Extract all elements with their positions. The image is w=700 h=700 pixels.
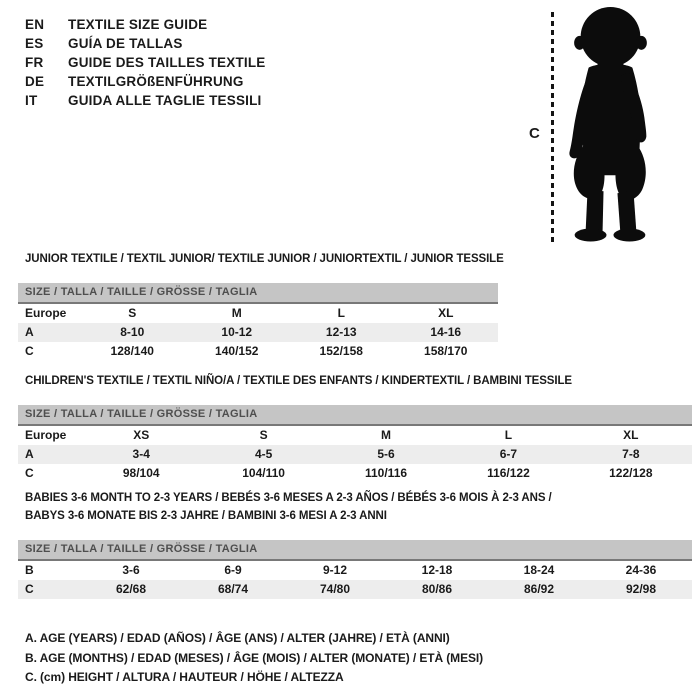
- size-cell: L: [337, 306, 345, 320]
- row-label: C: [25, 466, 34, 480]
- babies-section-title-line1: BABIES 3-6 MONTH TO 2-3 YEARS / BEBÉS 3-6 MESES A 2-3 AÑOS / BÉBÉS 3-6 MOIS À 2-3 ANS /: [25, 492, 552, 504]
- row-label: Europe: [25, 306, 67, 320]
- size-cell: L: [504, 428, 513, 442]
- height-cell: 158/170: [424, 344, 468, 358]
- row-label: A: [25, 325, 34, 339]
- height-cell: 92/98: [625, 582, 657, 596]
- age-cell: 3-4: [132, 447, 150, 461]
- babies-section-title-line2: BABYS 3-6 MONATE BIS 2-3 JAHRE / BAMBINI 3-6 MESI A 2-3 ANNI: [25, 510, 387, 522]
- language-row-en: [25, 15, 266, 34]
- months-cell: 24-36: [625, 563, 657, 577]
- row-label: Europe: [25, 428, 67, 442]
- size-cell: M: [231, 306, 242, 320]
- size-cell: S: [259, 428, 268, 442]
- height-cell: 128/140: [110, 344, 154, 358]
- table-row-height: [18, 464, 692, 483]
- legend-line-a: A. AGE (YEARS) / EDAD (AÑOS) / ÂGE (ANS) / ALTER (JAHRE) / ETÀ (ANNI): [25, 631, 450, 645]
- months-cell: 18-24: [523, 563, 555, 577]
- age-cell: 4-5: [254, 447, 273, 461]
- height-cell: 104/110: [242, 466, 285, 480]
- language-code: IT: [25, 93, 38, 108]
- table-row-months: [18, 561, 692, 580]
- children-size-table: [18, 405, 692, 483]
- babies-size-table: [18, 540, 692, 599]
- age-cell: 5-6: [377, 447, 395, 461]
- guide-title-es: GUÍA DE TALLAS: [68, 36, 183, 51]
- language-row-it: [25, 91, 266, 110]
- height-cell: 68/74: [217, 582, 249, 596]
- children-section-title: CHILDREN'S TEXTILE / TEXTIL NIÑO/A / TEXTILE DES ENFANTS / KINDERTEXTIL / BAMBINI TESSILE: [25, 375, 572, 387]
- junior-section-title: JUNIOR TEXTILE / TEXTIL JUNIOR/ TEXTILE JUNIOR / JUNIORTEXTIL / JUNIOR TESSILE: [25, 253, 504, 265]
- measurement-legend: [25, 629, 483, 688]
- size-cell: XS: [133, 428, 150, 442]
- age-cell: 8-10: [120, 325, 145, 339]
- height-cell: 122/128: [609, 466, 653, 480]
- language-code: FR: [25, 55, 44, 70]
- months-cell: 3-6: [122, 563, 140, 577]
- row-label: C: [25, 344, 34, 358]
- language-header: [25, 15, 266, 110]
- age-cell: 14-16: [430, 325, 462, 339]
- toddler-silhouette-icon: [559, 6, 660, 245]
- months-cell: 6-9: [224, 563, 242, 577]
- language-row-fr: [25, 53, 266, 72]
- months-cell: 12-18: [421, 563, 453, 577]
- height-cell: 116/122: [487, 466, 530, 480]
- toddler-body: [569, 7, 646, 242]
- junior-size-table: [18, 283, 498, 361]
- size-header-bar: SIZE / TALLA / TAILLE / GRÖSSE / TAGLIA: [18, 540, 692, 561]
- height-cell: 80/86: [421, 582, 453, 596]
- guide-title-it: GUIDA ALLE TAGLIE TESSILI: [68, 93, 262, 108]
- guide-title-de: TEXTILGRÖßENFÜHRUNG: [68, 74, 244, 89]
- size-cell: XL: [438, 306, 454, 320]
- height-measure-dashed-line: [551, 12, 554, 243]
- size-cell: M: [381, 428, 392, 442]
- guide-title-fr: GUIDE DES TAILLES TEXTILE: [68, 55, 266, 70]
- height-cell: 152/158: [319, 344, 363, 358]
- height-cell: 140/152: [215, 344, 259, 358]
- language-row-de: [25, 72, 266, 91]
- height-cell: 74/80: [319, 582, 351, 596]
- language-row-es: [25, 34, 266, 53]
- table-row-europe: [18, 304, 498, 323]
- height-cell: 98/104: [122, 466, 160, 480]
- height-cell: 62/68: [115, 582, 147, 596]
- size-cell: S: [128, 306, 137, 320]
- row-label: C: [25, 582, 34, 596]
- age-cell: 12-13: [325, 325, 357, 339]
- size-header-bar: SIZE / TALLA / TAILLE / GRÖSSE / TAGLIA: [18, 405, 692, 426]
- height-cell: 110/116: [364, 466, 408, 480]
- size-header-bar: SIZE / TALLA / TAILLE / GRÖSSE / TAGLIA: [18, 283, 498, 304]
- months-cell: 9-12: [322, 563, 348, 577]
- legend-line-c: C. (cm) HEIGHT / ALTURA / HAUTEUR / HÖHE / ALTEZZA: [25, 670, 344, 684]
- age-cell: 10-12: [221, 325, 253, 339]
- legend-line-b: B. AGE (MONTHS) / EDAD (MESES) / ÂGE (MOIS) / ALTER (MONATE) / ETÀ (MESI): [25, 650, 484, 665]
- age-cell: 7-8: [622, 447, 640, 461]
- table-row-age: [18, 445, 692, 464]
- table-row-height: [18, 342, 498, 361]
- table-row-europe: [18, 426, 692, 445]
- table-row-age: [18, 323, 498, 342]
- guide-title-en: TEXTILE SIZE GUIDE: [68, 17, 208, 32]
- language-code: DE: [25, 74, 45, 89]
- height-cell: 86/92: [523, 582, 555, 596]
- language-code: ES: [25, 36, 44, 51]
- row-label: A: [25, 447, 34, 461]
- table-row-height: [18, 580, 692, 599]
- row-label: B: [25, 563, 34, 577]
- size-cell: XL: [623, 428, 639, 442]
- age-cell: 6-7: [499, 447, 518, 461]
- language-code: EN: [25, 17, 45, 32]
- height-measure-label: C: [529, 125, 540, 142]
